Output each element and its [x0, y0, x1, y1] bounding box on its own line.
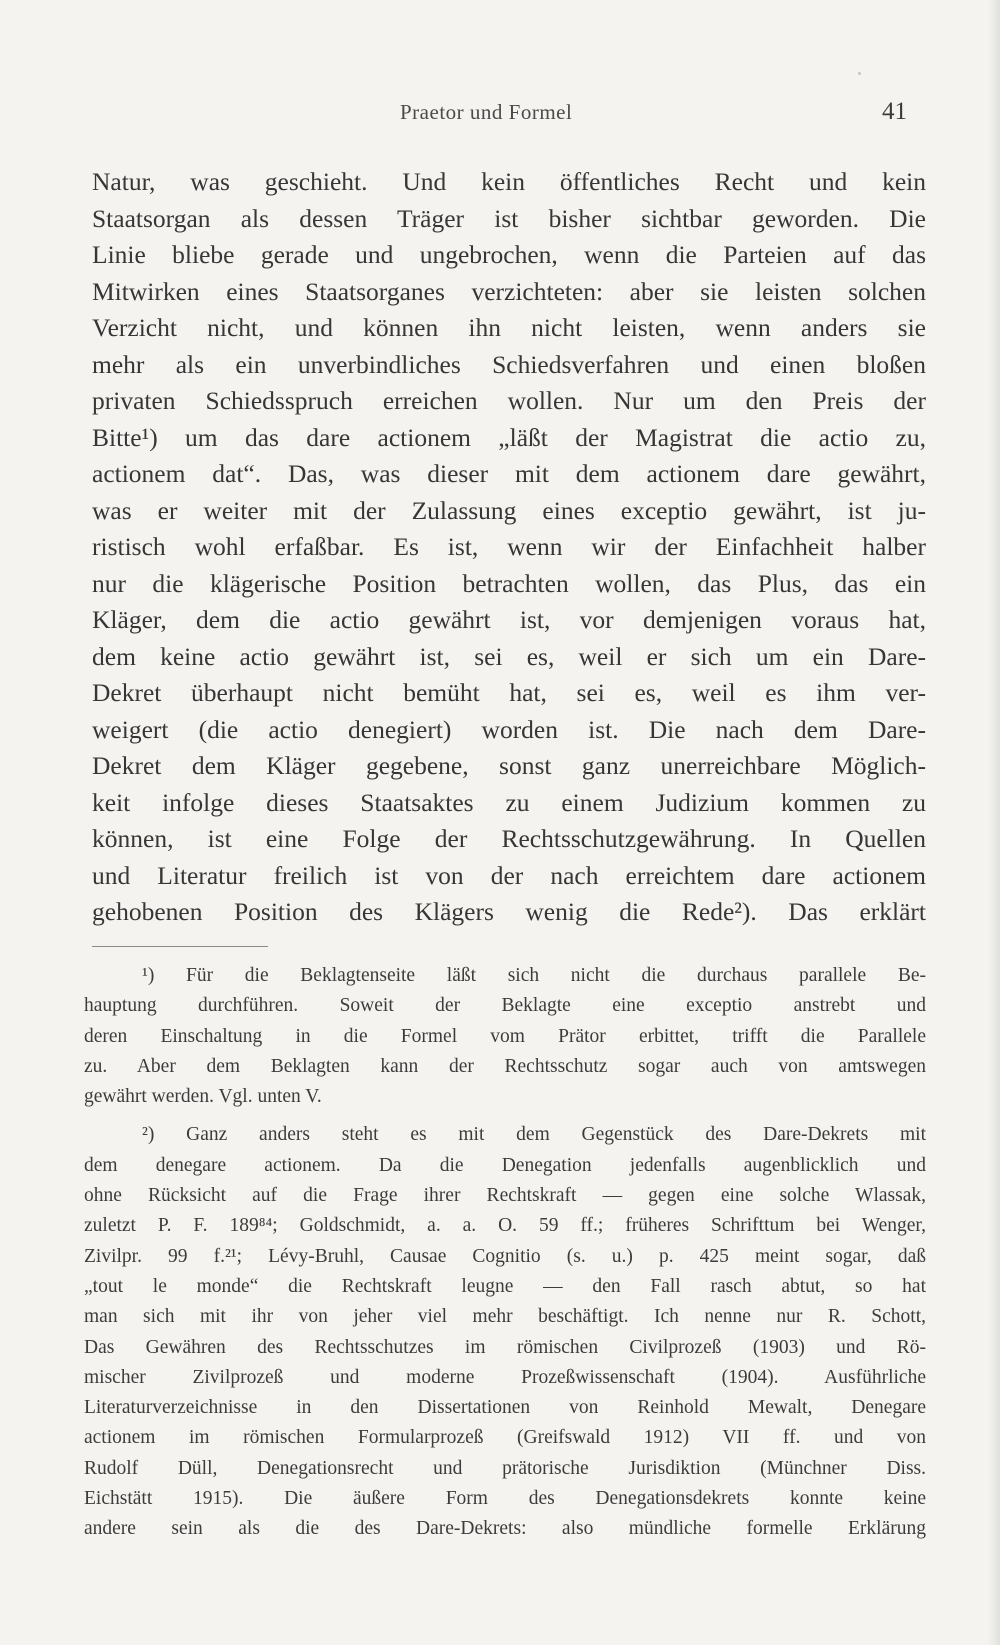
footnote-line: „tout le monde“ die Rechtskraft leugne — den Fall rasch abtut, so hat [84, 1275, 926, 1297]
footnote-line: Zivilpr. 99 f.²¹; Lévy-Bruhl, Causae Cognitio (s. u.) p. 425 meint sogar, daß [84, 1245, 926, 1267]
text-line: mehr als ein unverbindliches Schiedsverfahren und einen bloßen [92, 349, 926, 379]
footnote-line: dem denegare actionem. Da die Denegation jedenfalls augenblicklich und [84, 1154, 926, 1176]
footnote-line: Eichstätt 1915). Die äußere Form des Denegationsdekrets konnte keine [84, 1488, 926, 1510]
footnote-line: hauptung durchführen. Soweit der Beklagte eine exceptio anstrebt und [84, 995, 926, 1017]
footnote-line: actionem im römischen Formularprozeß (Greifswald 1912) VII ff. und von [84, 1427, 926, 1449]
text-line: Dekret dem Kläger gegebene, sonst ganz unerreichbare Möglich- [92, 751, 926, 780]
footnote-line: gewährt werden. Vgl. unten V. [84, 1086, 322, 1108]
footnote-line: deren Einschaltung in die Formel vom Prätor erbittet, trifft die Parallele [84, 1025, 926, 1047]
scan-speck [858, 72, 861, 75]
footnote-2 [84, 1120, 926, 1544]
footnote-separator [92, 946, 268, 947]
text-line: gehobenen Position des Klägers wenig die Rede²). Das erklärt [92, 897, 926, 926]
text-line: Verzicht nicht, und können ihn nicht leisten, wenn anders sie [92, 313, 926, 342]
footnote-line: andere sein als die des Dare-Dekrets: also mündliche formelle Erklärung [84, 1518, 926, 1540]
text-line: Mitwirken eines Staatsorganes verzichteten: aber sie leisten solchen [92, 276, 926, 306]
footnote-line: zu. Aber dem Beklagten kann der Rechtsschutz sogar auch von amtswegen [84, 1055, 926, 1077]
footnote-line: Das Gewähren des Rechtsschutzes im römischen Civilprozeß (1903) und Rö- [84, 1336, 926, 1358]
text-line: privaten Schiedsspruch erreichen wollen. Nur um den Preis der [92, 386, 926, 415]
text-line: können, ist eine Folge der Rechtsschutzgewährung. In Quellen [92, 824, 926, 853]
text-line: Linie bliebe gerade und ungebrochen, wenn die Parteien auf das [92, 240, 926, 269]
text-line: nur die klägerische Position betrachten wollen, das Plus, das ein [92, 568, 926, 598]
text-line: ristisch wohl erfaßbar. Es ist, wenn wir der Einfachheit halber [92, 532, 926, 561]
running-title: Praetor und Formel [400, 100, 573, 124]
footnote-1 [84, 961, 926, 1112]
text-line: Bitte¹) um das dare actionem „läßt der Magistrat die actio zu, [92, 422, 926, 452]
footnote-line: man sich mit ihr von jeher viel mehr beschäftigt. Ich nenne nur R. Schott, [84, 1306, 926, 1328]
page-number: 41 [882, 98, 907, 125]
text-line: Dekret überhaupt nicht bemüht hat, sei es, weil es ihm ver- [92, 678, 926, 707]
footnote-line: mischer Zivilprozeß und moderne Prozeßwissenschaft (1904). Ausführliche [84, 1366, 926, 1388]
text-line: und Literatur freilich ist von der nach erreichtem dare actionem [92, 860, 926, 890]
footnote-line: Rudolf Düll, Denegationsrecht und prätorische Jurisdiktion (Münchner Diss. [84, 1457, 926, 1479]
text-line: Natur, was geschieht. Und kein öffentliches Recht und kein [92, 167, 926, 196]
main-text [92, 164, 926, 931]
text-line: Staatsorgan als dessen Träger ist bisher sichtbar geworden. Die [92, 203, 926, 233]
text-line: Kläger, dem die actio gewährt ist, vor demjenigen voraus hat, [92, 605, 926, 634]
footnote-line: ¹) Für die Beklagtenseite läßt sich nicht die durchaus parallele Be- [142, 965, 926, 986]
text-line: weigert (die actio denegiert) worden ist. Die nach dem Dare- [92, 714, 926, 744]
footnote-line: zuletzt P. F. 189⁸⁴; Goldschmidt, a. a. O. 59 ff.; früheres Schrifttum bei Wenger, [84, 1215, 926, 1237]
text-line: dem keine actio gewährt ist, sei es, weil er sich um ein Dare- [92, 641, 926, 671]
footnote-line: ²) Ganz anders steht es mit dem Gegenstück des Dare-Dekrets mit [142, 1124, 926, 1146]
text-line: was er weiter mit der Zulassung eines exceptio gewährt, ist ju- [92, 495, 926, 525]
footnote-gap [84, 1112, 926, 1120]
text-line: actionem dat“. Das, was dieser mit dem actionem dare gewährt, [92, 459, 926, 488]
footnotes [84, 961, 926, 1545]
text-line: keit infolge dieses Staatsaktes zu einem Judizium kommen zu [92, 787, 926, 817]
footnote-line: Literaturverzeichnisse in den Dissertationen von Reinhold Mewalt, Denegare [84, 1397, 926, 1419]
footnote-line: ohne Rücksicht auf die Frage ihrer Rechtskraft — gegen eine solche Wlassak, [84, 1185, 926, 1207]
